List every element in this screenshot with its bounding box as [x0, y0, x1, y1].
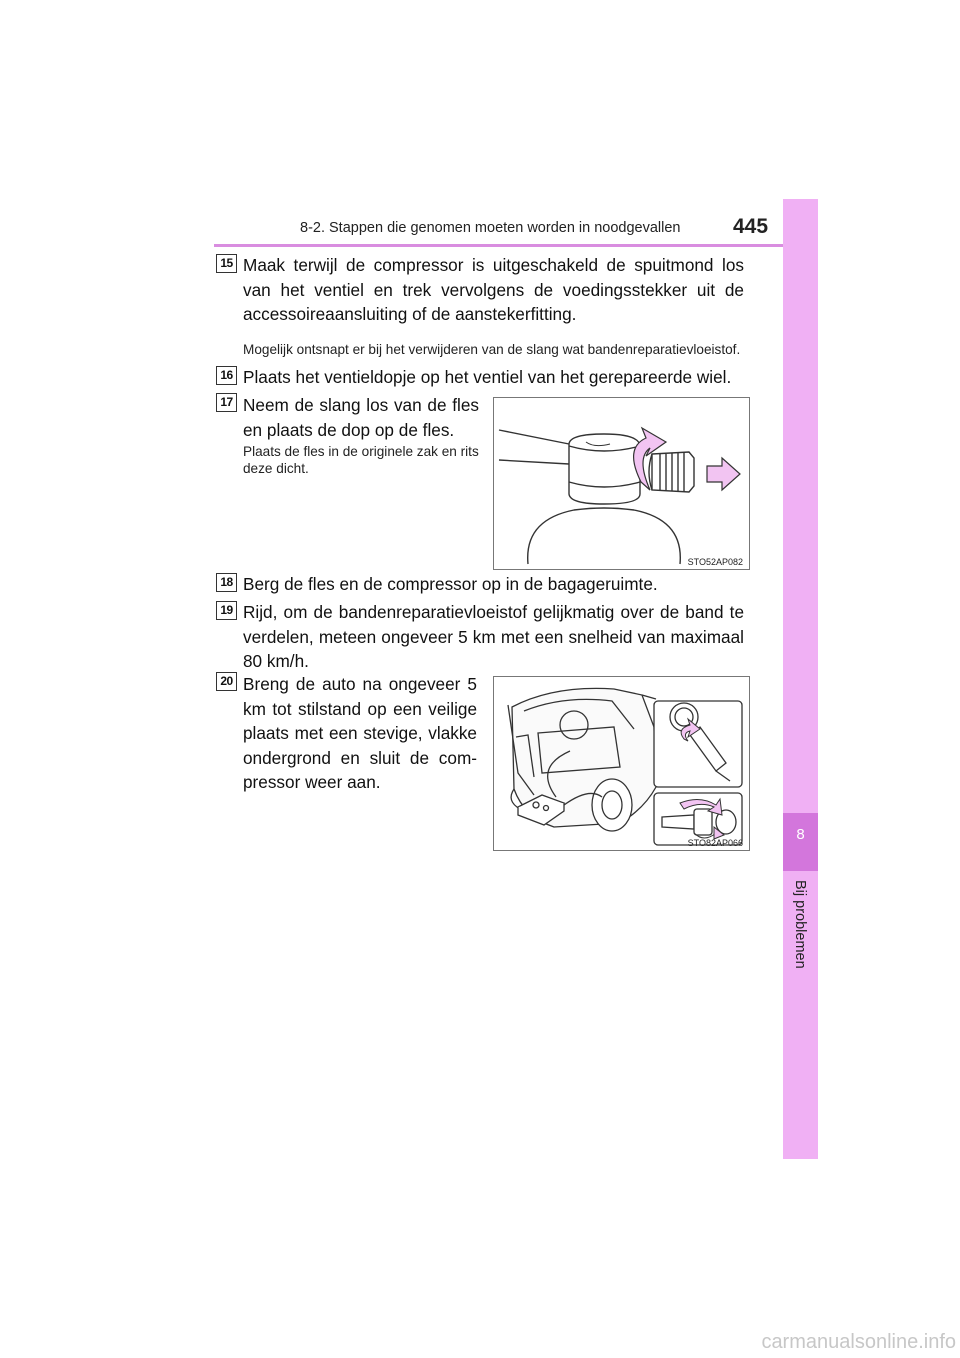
header-divider [214, 244, 818, 247]
step-17-note: Plaats de fles in de originele zak en rits deze dicht. [243, 444, 479, 476]
bottle-cap-drawing [494, 398, 749, 569]
chapter-title [783, 880, 818, 980]
chapter-number: 8 [796, 826, 805, 843]
step-number-18: 18 [216, 573, 237, 592]
chapter-title-label: Bij problemen [792, 880, 808, 969]
bottle-cap-illustration [493, 397, 750, 570]
figure-code-car: STO82AP066 [687, 838, 743, 848]
figure-code-bottle: STO52AP082 [687, 557, 743, 567]
car-compressor-illustration [493, 676, 750, 851]
chapter-side-tab [783, 199, 818, 1159]
step-number-19: 19 [216, 601, 237, 620]
step-number-15: 15 [216, 254, 237, 273]
step-17-text: Neem de slang los van de fles en plaats de dop op de fles. [243, 395, 479, 440]
step-number-16: 16 [216, 366, 237, 385]
car-compressor-drawing [494, 677, 749, 850]
watermark: carmanualsonline.info [761, 1331, 956, 1353]
step-16-text: Plaats het ventieldopje op het ventiel van het gerepareerde wiel. [243, 367, 732, 387]
step-15-text: Maak terwijl de compressor is uitgeschakeld de spuitmond los van het ventiel en trek vervolgens de voedingsstekker uit de accessoireaansluiting of de aanstekerfitting. [243, 255, 744, 324]
step-number-20: 20 [216, 672, 237, 691]
step-19-text: Rijd, om de bandenreparatievloeistof gelijkmatig over de band te verdelen, meteen ongeveer 5 km met een snelheid van maximaal 80 km/h. [243, 602, 744, 671]
step-18-text: Berg de fles en de compressor op in de bagageruimte. [243, 574, 658, 594]
section-header: 8-2. Stappen die genomen moeten worden in noodgevallen [300, 220, 681, 236]
step-number-17: 17 [216, 393, 237, 412]
page-number: 445 [733, 215, 769, 238]
step-20-text: Breng de auto na ongeveer 5 km tot stilstand op een veilige plaats met een stevige, vlakke ondergrond en sluit de compressor weer aan. [243, 674, 477, 792]
step-15-note: Mogelijk ontsnapt er bij het verwijderen van de slang wat bandenreparatievloeistof. [243, 342, 741, 357]
